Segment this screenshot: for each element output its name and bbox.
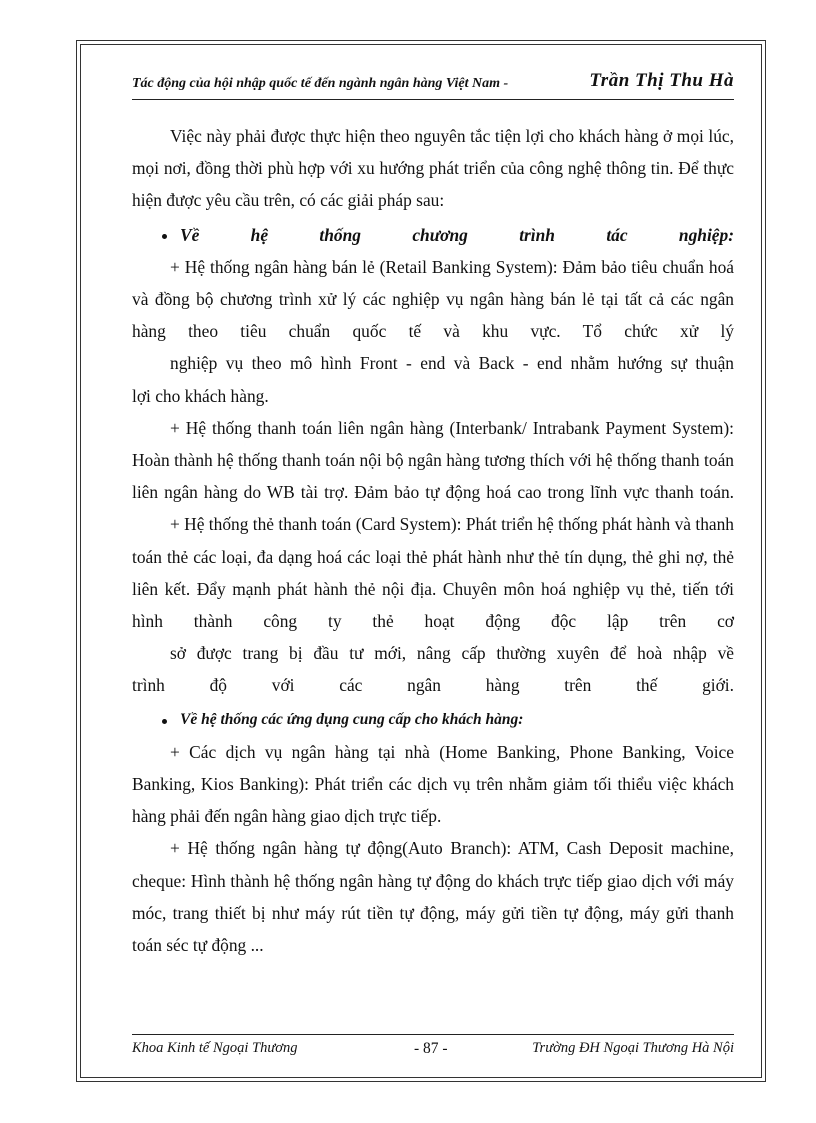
page-footer xyxy=(132,1040,734,1064)
footer-divider xyxy=(132,1034,734,1035)
page-header xyxy=(132,70,734,98)
section-heading-applications xyxy=(132,704,734,736)
header-divider xyxy=(132,99,734,100)
page-body xyxy=(132,120,734,961)
section-heading-operations xyxy=(132,219,734,251)
section-heading-text: Về hệ thống các ứng dụng cung cấp cho khách hàng: xyxy=(180,710,524,728)
card-system-ending: trình độ với các ngân hàng trên thế giới. xyxy=(132,675,734,696)
header-author: Trần Thị Thu Hà xyxy=(589,70,734,91)
footer-university: Trường ĐH Ngoại Thương Hà Nội xyxy=(532,1040,734,1056)
header-title: Tác động của hội nhập quốc tế đến ngành ngân hàng Việt Nam - xyxy=(132,76,509,91)
auto-branch-paragraph: + Hệ thống ngân hàng tự động(Auto Branch): ATM, Cash Deposit machine, cheque: Hình thành hệ thống ngân hàng tự động do khách trực tiếp giao dịch với máy móc, trang thiết bị như máy rút tiền tự động, máy gửi tiền tự động, máy gửi thanh toán séc tự động ... xyxy=(132,838,734,956)
card-system-paragraph: + Hệ thống thẻ thanh toán (Card System): Phát triển hệ thống phát hành và thanh toán thẻ các loại, đa dạng hoá các loại thẻ phát hành như thẻ tín dụng, thẻ ghi nợ, thẻ liên kết. Đẩy mạnh phát hành thẻ nội địa. Chuyên môn hoá nghiệp vụ thẻ, tiến tới hình thành công ty thẻ hoạt động độc lập trên cơ xyxy=(132,514,734,632)
intro-paragraph: Việc này phải được thực hiện theo nguyên tắc tiện lợi cho khách hàng ở mọi lúc, mọi nơi, đồng thời phù hợp với xu hướng phát triển của công nghệ thông tin. Để thực hiện được yêu cầu trên, có các giải pháp sau: xyxy=(132,126,734,211)
retail-banking-ending: lợi cho khách hàng. xyxy=(132,385,269,406)
footer-faculty: Khoa Kinh tế Ngoại Thương xyxy=(132,1040,298,1056)
bullet-icon xyxy=(162,234,167,239)
retail-banking-paragraph: + Hệ thống ngân hàng bán lẻ (Retail Banking System): Đảm bảo tiêu chuẩn hoá và đồng bộ chương trình xử lý các nghiệp vụ ngân hàng bán lẻ tại tất cả các ngân hàng theo tiêu chuẩn quốc tế và khu vực. Tổ chức xử lý xyxy=(132,256,734,342)
section-heading-text: Về hệ thống chương trình tác nghiệp: xyxy=(180,224,734,245)
bullet-icon xyxy=(162,719,167,724)
page-number: - 87 - xyxy=(414,1040,448,1057)
card-system-continuation: sở được trang bị đầu tư mới, nâng cấp thường xuyên để hoà nhập về xyxy=(170,643,734,664)
interbank-paragraph: + Hệ thống thanh toán liên ngân hàng (Interbank/ Intrabank Payment System): Hoàn thành hệ thống thanh toán nội bộ ngân hàng tương thích với hệ thống thanh toán liên ngân hàng do WB tài trợ. Đảm bảo tự động hoá cao trong lĩnh vực thanh toán. xyxy=(132,417,734,503)
home-banking-paragraph: + Các dịch vụ ngân hàng tại nhà (Home Banking, Phone Banking, Voice Banking, Kios Banking): Phát triển các dịch vụ trên nhằm giảm tối thiểu việc khách hàng phải đến ngân hàng giao dịch trực tiếp. xyxy=(132,741,734,827)
retail-banking-continuation: nghiệp vụ theo mô hình Front - end và Back - end nhằm hướng sự thuận xyxy=(170,353,734,374)
